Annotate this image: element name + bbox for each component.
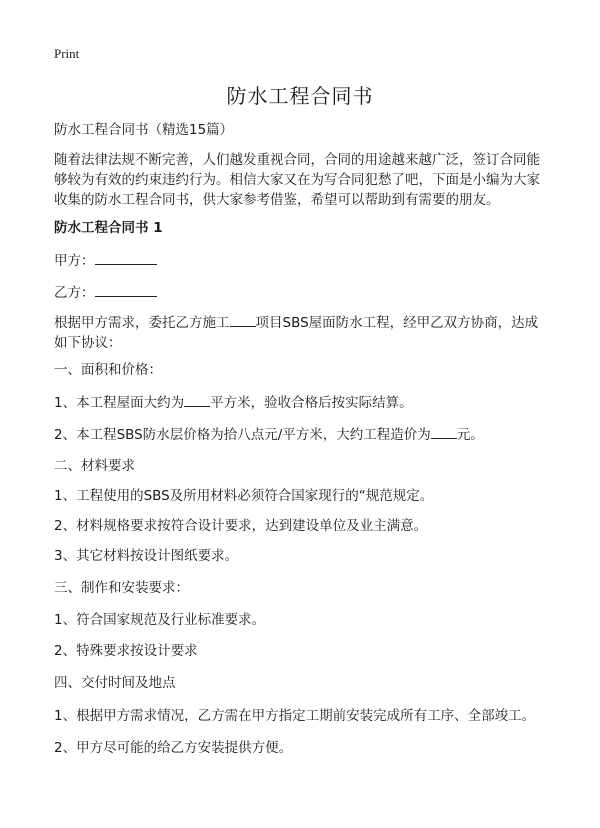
request-text-after: 项目SBS屋面防水工程，经甲乙双方协商，达成如下协议： xyxy=(54,315,539,351)
document-title: 防水工程合同书 xyxy=(226,84,374,108)
clause-3-1: 1、符合国家规范及行业标准要求。 xyxy=(54,612,266,628)
party-a-blank xyxy=(95,250,157,265)
clause-heading-4: 四、交付时间及地点 xyxy=(54,675,176,691)
clause-4-2: 2、甲方尽可能的给乙方安装提供方便。 xyxy=(54,740,293,756)
clause-4-1: 1、根据甲方需求情况，乙方需在甲方指定工期前安装完成所有工序、全部竣工。 xyxy=(54,708,536,724)
document-subtitle: 防水工程合同书（精选15篇） xyxy=(54,122,234,138)
clause-1-1 xyxy=(54,392,550,413)
party-b-blank xyxy=(95,282,157,297)
intro-paragraph: 随着法律法规不断完善，人们越发重视合同，合同的用途越来越广泛，签订合同能够较为有效的约束违约行为。相信大家又在为写合同犯愁了吧，下面是小编为大家收集的防水工程合同书，供大家参考借鉴，希望可以帮助到有需要的朋友。 xyxy=(54,152,540,208)
party-b-label: 乙方： xyxy=(54,285,95,301)
party-a-label: 甲方： xyxy=(54,253,95,269)
clause-heading-1: 一、面积和价格： xyxy=(54,362,162,378)
request-text-before: 根据甲方需求，委托乙方施工 xyxy=(54,315,230,331)
clause-1-2-before: 2、本工程SBS防水层价格为拾八点元/平方米，大约工程造价为 xyxy=(54,427,431,443)
area-blank xyxy=(184,392,210,407)
project-name-blank xyxy=(230,312,256,327)
clause-3-2: 2、特殊要求按设计要求 xyxy=(54,643,198,659)
clause-2-1: 1、工程使用的SBS及所用材料必须符合国家现行的“规范规定。 xyxy=(54,488,434,504)
clause-heading-3: 三、制作和安装要求： xyxy=(54,580,189,596)
print-link[interactable]: Print xyxy=(54,46,80,61)
clause-heading-2: 二、材料要求 xyxy=(54,458,135,474)
clause-1-2 xyxy=(54,424,550,445)
cost-blank xyxy=(431,424,457,439)
clause-1-2-after: 元。 xyxy=(456,427,484,443)
clause-1-1-after: 平方米，验收合格后按实际结算。 xyxy=(210,395,413,411)
party-a-line xyxy=(54,250,550,271)
party-b-line xyxy=(54,282,550,303)
request-paragraph xyxy=(54,312,550,353)
clause-2-3: 3、其它材料按设计图纸要求。 xyxy=(54,548,239,564)
clause-1-1-before: 1、本工程屋面大约为 xyxy=(54,395,185,411)
section-heading: 防水工程合同书 1 xyxy=(54,220,163,236)
clause-2-2: 2、材料规格要求按符合设计要求，达到建设单位及业主满意。 xyxy=(54,518,428,534)
